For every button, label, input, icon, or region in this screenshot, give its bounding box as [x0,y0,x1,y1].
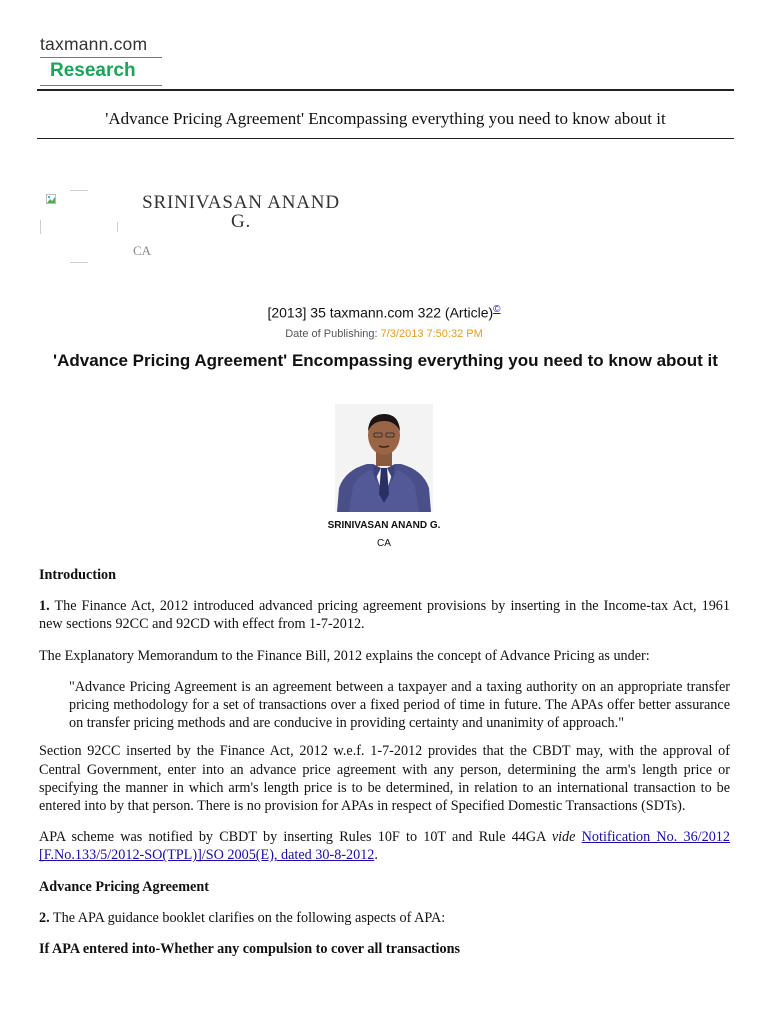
article-title: 'Advance Pricing Agreement' Encompassing everything you need to know about it [53,351,718,370]
paragraph-1-text: The Finance Act, 2012 introduced advanced pricing agreement provisions by inserting in the Income-tax Act, 1961 new sections 92CC and 92CD with effect from 1-7-2012. [39,598,730,633]
intro-heading: Introduction [39,567,116,583]
publish-date [0,328,768,340]
portrait-caption-name: SRINIVASAN ANAND G. [327,520,441,531]
author-photo-broken [40,190,118,263]
paragraph-5-number: 2. [39,909,50,926]
taxmann-research-logo[interactable] [40,34,162,86]
vide-text: vide [551,829,576,846]
article-body [39,566,730,971]
publish-date-value: 7/3/2013 7:50:32 PM [380,328,483,340]
paragraph-4 [39,828,730,864]
author-portrait [335,404,433,512]
document-header-title: 'Advance Pricing Agreement' Encompassing everything you need to know about it [105,109,666,128]
paragraph-4-end: . [374,847,378,864]
publish-date-label: Date of Publishing: [285,328,381,340]
paragraph-4-text: APA scheme was notified by CBDT by inserting Rules 10F to 10T and Rule 44GA [39,829,552,846]
apa-subheading: If APA entered into-Whether any compulsion to cover all transactions [39,941,461,958]
header-rule [37,89,734,91]
portrait-caption-role: CA [377,538,391,549]
citation-text: [2013] 35 taxmann.com 322 (Article) [267,304,494,321]
apa-heading: Advance Pricing Agreement [39,878,209,895]
author-name: SRINIVASAN ANAND G. [142,192,340,232]
logo-brand: taxmann.com [40,34,162,58]
author-role: CA [133,243,152,258]
citation [0,304,768,321]
header-divider [37,138,734,139]
paragraph-1 [39,597,730,633]
memorandum-quote: "Advance Pricing Agreement is an agreement between a taxpayer and a taxing authority on an appropriate transfer pricing methodology for a set of transactions over a fixed period of time in future. The APAs offer better assurance on transfer pricing methods and are conducive in providing certainty and unanimity of approach." [69,678,730,732]
paragraph-5 [39,909,730,927]
logo-product: Research [40,59,162,86]
paragraph-1-number: 1. [39,598,50,615]
copyright-link[interactable]: © [493,304,501,315]
paragraph-3: Section 92CC inserted by the Finance Act, 2012 w.e.f. 1-7-2012 provides that the CBDT may, with the approval of Central Government, enter into an advance price agreement with any person, determining the arm's length price or specifying the manner in which arm's length price is to be determined, in relation to an international transaction to be entered into by that person. There is no provision for APAs in respect of Specified Domestic Transactions (SDTs). [39,743,730,815]
broken-image-icon [46,194,56,204]
paragraph-2: The Explanatory Memorandum to the Finance Bill, 2012 explains the concept of Advance Pricing as under: [39,647,650,664]
paragraph-5-text: The APA guidance booklet clarifies on the following aspects of APA: [49,909,446,926]
notification-link[interactable]: Notification No. 36/2012 [F.No.133/5/2012-SO(TPL)]/SO 2005(E), dated 30-8-2012 [39,829,730,864]
